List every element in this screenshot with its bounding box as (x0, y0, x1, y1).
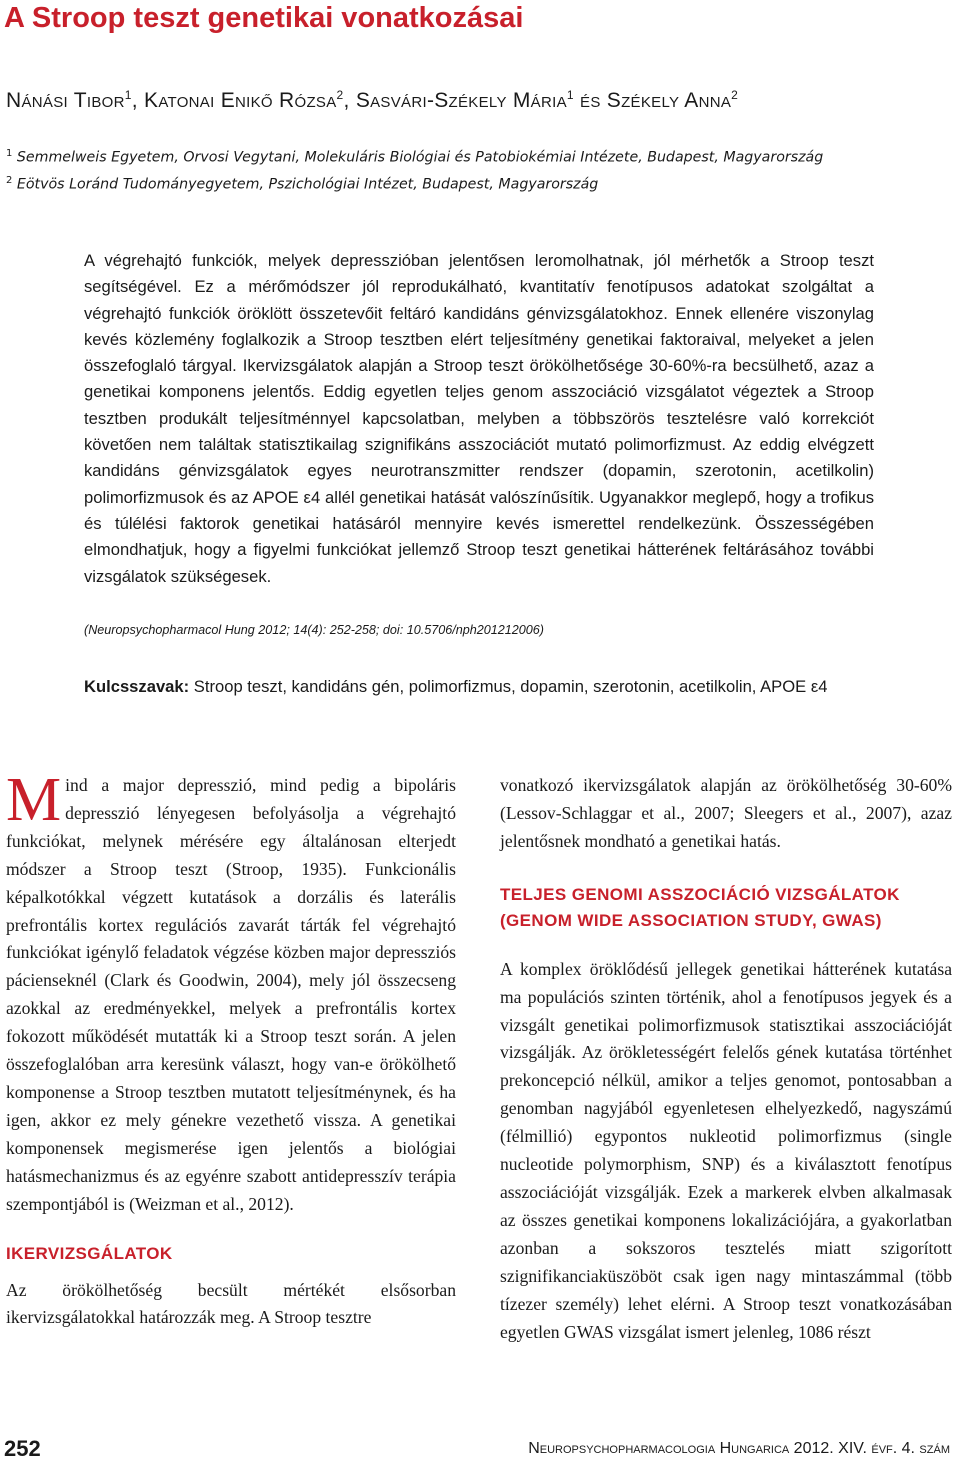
affiliation-text: Semmelweis Egyetem, Orvosi Vegytani, Molekuláris Biológiai és Patobiokémiai Intézete, Budapest, Magyarország (16, 149, 824, 166)
body-column-right (500, 772, 952, 1346)
keywords (84, 674, 884, 699)
affiliation-number: 1 (6, 148, 13, 159)
journal-footer: Neuropsychopharmacologia Hungarica 2012. XIV. évf. 4. szám (528, 1440, 950, 1457)
author-affiliation-marker: 2 (336, 88, 344, 102)
abstract: A végrehajtó funkciók, melyek depresszióban jelentősen leromolhatnak, jól mérhetők a Stroop teszt segítségével. Ez a mérőmódszer jól reprodukálható, kvantitatív fenotípusos adatokat szolgáltat a végrehajtó funkciók öröklött összetevőit feltáró kandidáns génvizsgálatokhoz. Ennek ellenére viszonylag kevés közlemény foglalkozik a Stroop tesztben elért teljesítmény genetikai faktoraival, melyeket a jelen összefoglaló tárgyal. Ikervizsgálatok alapján a Stroop teszt örökölhetősége 30-60%-ra becsülhető, azaz a genetikai komponens jelentős. Eddig egyetlen teljes genom asszociáció vizsgálatot végeztek a Stroop tesztben produkált teljesítménnyel kapcsolatban, melyben a többszörös tesztelésre való korrekciót követően nem találtak statisztikailag szignifikáns asszociációt mutató polimorfizmust. Az eddig elvégzett kandidáns génvizsgálatok egyes neurotranszmitter rendszer (dopamin, szerotonin, acetilkolin) polimorfizmusok és az APOE ε4 allél genetikai hatását valószínűsítik. Ugyanakkor meglepő, hogy a trofikus és túlélési faktorok genetikai hatásáról mennyire kevés ismerettel rendelkezünk. Összességében elmondhatjuk, hogy a figyelmi funkciókat jellemző Stroop teszt genetikai hátterének feltárásához további vizsgálatok szükségesek. (84, 251, 874, 586)
author-name: Katonai Enikő Rózsa (144, 89, 337, 112)
author-separator: és (573, 89, 607, 112)
article-title: A Stroop teszt genetikai vonatkozásai (4, 2, 524, 34)
body-column-left (6, 766, 456, 1332)
author-name: Sasvári-Székely Mária (355, 89, 567, 112)
author-list (6, 88, 738, 113)
author-affiliation-marker: 1 (124, 88, 132, 102)
affiliation-2 (6, 175, 598, 193)
section-heading-line: TELJES GENOMI ASSZOCIÁCIÓ VIZSGÁLATOK (500, 884, 900, 904)
author-separator: , (343, 89, 356, 112)
affiliation-text: Eötvös Loránd Tudományegyetem, Pszichológiai Intézet, Budapest, Magyarország (16, 176, 599, 193)
page-number: 252 (4, 1436, 41, 1461)
affiliation-number: 2 (6, 175, 13, 186)
drop-cap: M (6, 766, 62, 834)
intro-text: ind a major depresszió, mind pedig a bipoláris depresszió lényegesen befolyásolja a végrehajtó funkciókat, melynek mérésére egy általánosan elterjedt módszer a Stroop teszt (Stroop, 1935). Funkcionális képalkotókkal végzett kutatások a dorzális és laterális prefrontális kortex regulációs zavarát tárták fel végrehajtó funkciókat igénylő feladatok végzése közben major depressziós pácienseknél (Clark és Goodwin, 2004), mely jól összecseng azokkal az eredményekkel, melyek a prefrontális kortex fokozott működését mutatták ki a Stroop teszt során. A jelen összefoglalóban arra keresünk választ, hogy van-e örökölhető komponense a Stroop tesztben mutatott teljesítménynek, és ha igen, akkor ez mely génekre vezethető vissza. A genetikai komponensek megismerése igen jelentős a biológiai hatásmechanizmus és az egyénre szabott antidepresszív terápia szempontjából is (Weizman et al., 2012). (6, 775, 456, 1214)
continued-paragraph: vonatkozó ikervizsgálatok alapján az örökölhetőség 30-60% (Lessov-Schlaggar et al., 2007; Sleegers et al., 2007), azaz jelentősnek mondható a genetikai hatás. (500, 775, 952, 851)
citation: (Neuropsychopharmacol Hung 2012; 14(4): 252-258; doi: 10.5706/nph201212006) (84, 623, 544, 637)
twin-studies-paragraph: Az örökölhetőség becsült mértékét elsősorban ikervizsgálatokkal határozzák meg. A Stroop tesztre (6, 1279, 456, 1328)
section-heading-line: (GENOM WIDE ASSOCIATION STUDY, GWAS) (500, 910, 882, 930)
section-heading-twin-studies: IKERVIZSGÁLATOK (6, 1243, 173, 1263)
section-heading-gwas (500, 882, 952, 934)
gwas-paragraph: A komplex öröklődésű jellegek genetikai hátterének kutatása ma populációs szinten történik, ahol a fenotípusos jegyek és a vizsgált genetikai polimorfizmusok statisztikai asszociációját vizsgálják. Az örökletességért felelős gének kutatása történhet prekoncepció nélkül, amikor a teljes genomot, pontosabban a genomban nagyjából egyenletesen elhelyezkedő, nagyszámú (félmillió) egypontos nukleotid polimorfizmus (single nucleotide polymorphism, SNP) és a kiválasztott fenotípus asszociációját vizsgálják. Ezek a markerek elvben alkalmasak az összes genetikai komponens lokalizációjára, a gyakorlatban azonban a sokszoros tesztelés miatt szigorított szignifikanciaküszöböt csak igen nagy mintaszámmal (több tízezer személy) lehet elérni. A Stroop teszt vonatkozásában egyetlen GWAS vizsgálat ismert jelenleg, 1086 részt (500, 958, 952, 1342)
author-separator: , (131, 89, 145, 112)
author-affiliation-marker: 1 (566, 88, 574, 102)
author-name: Nánási Tibor (6, 89, 125, 112)
affiliation-1 (6, 148, 823, 166)
keywords-label: Kulcsszavak: (84, 677, 190, 696)
keywords-text: Stroop teszt, kandidáns gén, polimorfizmus, dopamin, szerotonin, acetilkolin, APOE ε4 (193, 677, 828, 696)
author-affiliation-marker: 2 (731, 88, 739, 102)
author-name: Székely Anna (606, 89, 732, 112)
intro-paragraph (6, 766, 456, 1219)
